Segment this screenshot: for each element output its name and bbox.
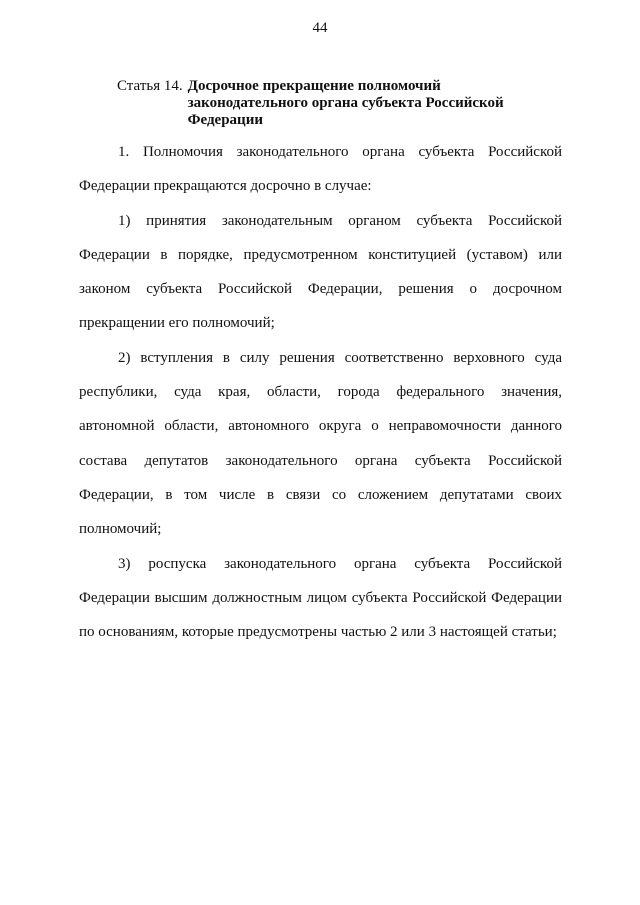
paragraph-item-3: 3) роспуска законодательного органа субъекта Российской Федерации высшим должностным лицом субъекта Российской Федерации по основаниям, которые предусмотрены частью 2 или 3 настоящей статьи; (79, 555, 562, 641)
paragraph-item-2: 2) вступления в силу решения соответственно верховного суда республики, суда края, области, города федерального значения, автономной области, автономного округа о неправомочности данного состава депутатов законодательного органа субъекта Российской Федерации, в том числе в связи со сложением депутатами своих полномочий; (79, 349, 562, 538)
paragraph-part-1: 1. Полномочия законодательного органа субъекта Российской Федерации прекращаются досрочно в случае: (79, 144, 562, 195)
article-label: Статья 14. (117, 78, 183, 94)
article-title: Досрочное прекращение полномочий законодательного органа субъекта Российской Федерации (187, 78, 504, 128)
page-number: 44 (312, 20, 328, 36)
paragraph-item-1: 1) принятия законодательным органом субъекта Российской Федерации в порядке, предусмотренном конституцией (уставом) или законом субъекта Российской Федерации, решения о досрочном прекращении его полномочий; (79, 212, 562, 332)
article-body (79, 135, 562, 649)
article-heading (117, 78, 577, 129)
